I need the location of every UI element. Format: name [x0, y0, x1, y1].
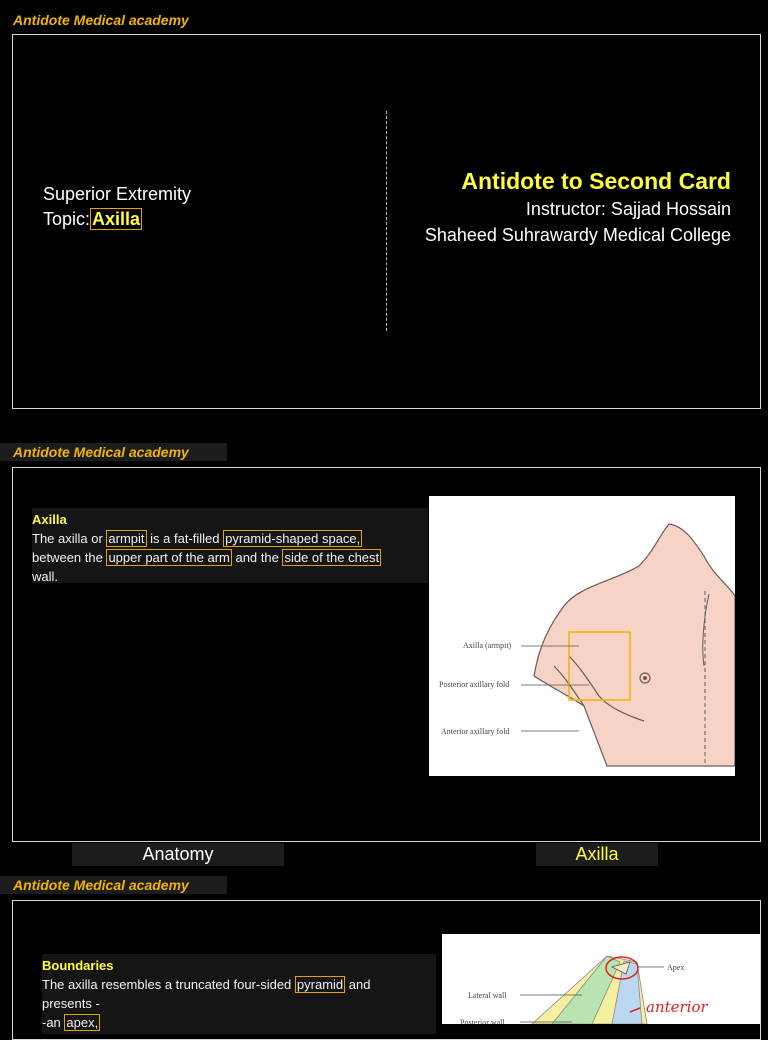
footer-anatomy: Anatomy — [72, 843, 284, 866]
highlight-chest-side: side of the chest — [284, 550, 380, 565]
title-card — [12, 34, 761, 409]
topic-block — [43, 182, 191, 232]
highlight-upper-arm: upper part of the arm — [108, 550, 230, 565]
academy-header-3: Antidote Medical academy — [0, 876, 227, 894]
topic-line — [43, 207, 191, 232]
instructor-label: Instructor: Sajjad Hossain — [525, 199, 731, 219]
label-anterior-fold: Anterior axillary fold — [441, 727, 510, 736]
label-lateral-wall: Lateral wall — [468, 991, 507, 1000]
pyramid-figure — [442, 934, 760, 1024]
highlight-pyramid-shaped: pyramid-shaped space, — [225, 531, 361, 546]
label-posterior-fold: Posterior axillary fold — [439, 680, 510, 689]
footer-axilla: Axilla — [536, 843, 658, 866]
pyramid-illustration — [442, 934, 760, 1024]
academy-header-1: Antidote Medical academy — [13, 12, 189, 28]
label-apex: Apex — [667, 963, 685, 972]
highlight-armpit: armpit — [108, 531, 145, 546]
axilla-illustration — [429, 496, 735, 776]
label-axilla: Axilla (armpit) — [463, 641, 512, 650]
boundaries-text-panel — [42, 954, 436, 1034]
dashed-divider — [386, 111, 387, 331]
label-posterior-wall: Posterior wall — [460, 1018, 505, 1024]
boundaries-description: The axilla resembles a truncated four-sided pyramid and presents - -an apex, — [42, 977, 371, 1030]
handwritten-anterior: anterior — [646, 998, 708, 1016]
college-label: Shaheed Suhrawardy Medical College — [424, 225, 731, 245]
card-title: Antidote to Second Card — [461, 168, 731, 194]
axilla-text-panel — [32, 508, 428, 583]
topic-value: Axilla — [92, 209, 141, 229]
highlight-pyramid: pyramid — [296, 977, 344, 992]
panel-heading: Axilla — [32, 512, 67, 527]
academy-header-2: Antidote Medical academy — [0, 443, 227, 461]
boundaries-heading: Boundaries — [42, 958, 114, 973]
armpit-figure — [429, 496, 735, 776]
subject-label: Superior Extremity — [43, 184, 192, 204]
title-block — [425, 166, 731, 248]
axilla-description: The axilla or armpit is a fat-filled pyramid-shaped space, between the upper part of the arm and the side of the chest wall. — [32, 531, 380, 584]
topic-prefix: Topic: — [43, 209, 91, 229]
highlight-apex: apex, — [66, 1015, 99, 1030]
